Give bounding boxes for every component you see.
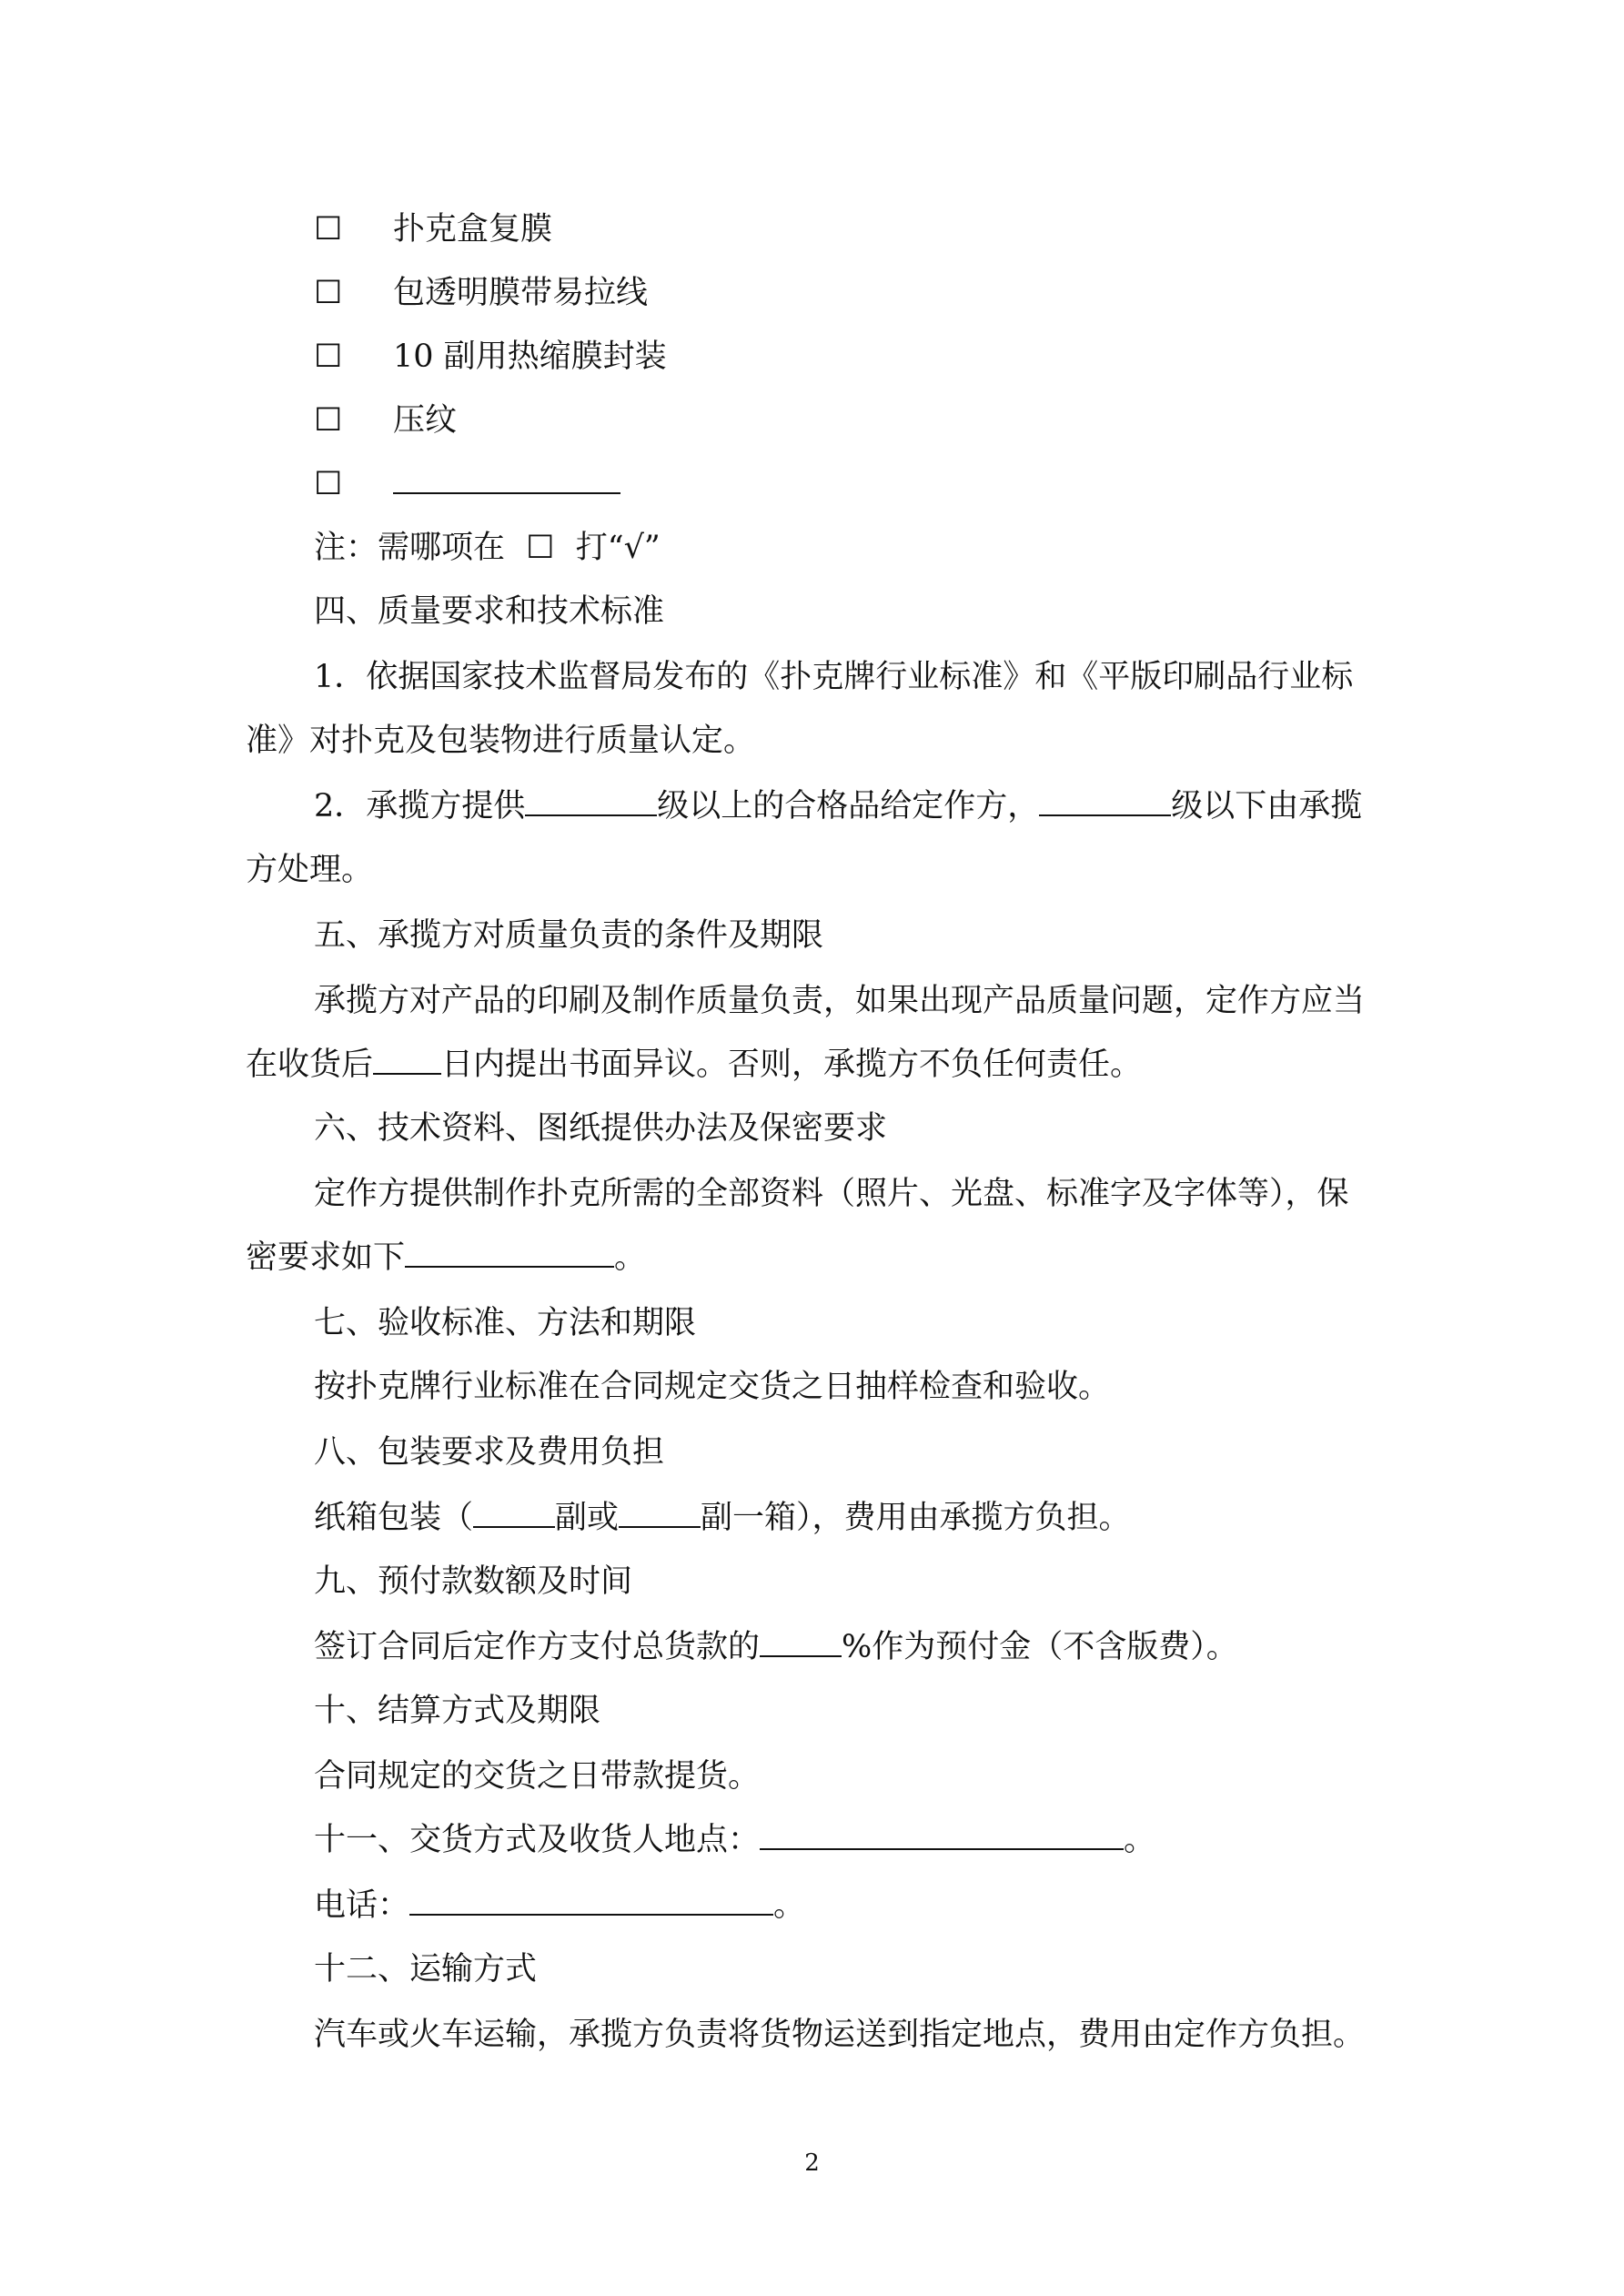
s9-text (314, 1627, 1238, 1667)
note-box: ☐ (526, 530, 555, 566)
option-label-3: 10 副用热缩膜封装 (393, 339, 667, 375)
section-8-heading: 八、包装要求及费用负担 (314, 1434, 665, 1471)
s5-line2 (246, 1045, 1142, 1085)
sets-blank-2[interactable] (619, 1499, 701, 1528)
note-prefix: 注：需哪项在 (314, 530, 506, 566)
s8-text (314, 1498, 1131, 1538)
s4-p2-c: 级以下由承揽 (1171, 788, 1363, 824)
note-line (314, 528, 661, 568)
grade-above-blank[interactable] (525, 787, 657, 816)
s10-text: 合同规定的交货之日带款提货。 (314, 1758, 761, 1795)
section-12-heading: 十二、运输方式 (314, 1951, 538, 1988)
s5-line2-a: 在收货后 (246, 1047, 374, 1083)
s9-b: %作为预付金（不含版费）。 (842, 1629, 1238, 1665)
checkbox-5[interactable]: ☐ (314, 466, 343, 502)
s5-line1: 承揽方对产品的印刷及制作质量负责，如果出现产品质量问题，定作方应当 (314, 983, 1366, 1019)
s8-b: 副或 (555, 1500, 620, 1536)
s8-a: 纸箱包装（ (314, 1500, 474, 1536)
option-blank-5[interactable] (393, 464, 620, 504)
checkbox-4[interactable]: ☐ (314, 402, 343, 439)
objection-days-blank[interactable] (373, 1046, 441, 1075)
option-label-1: 扑克盒复膜 (393, 211, 553, 248)
s6-line2 (246, 1238, 646, 1278)
page-number: 2 (804, 2149, 820, 2177)
s11-delivery-line (314, 1820, 1155, 1860)
section-4-heading: 四、质量要求和技术标准 (314, 593, 665, 630)
s11-phone-line (314, 1886, 805, 1926)
s5-line2-b: 日内提出书面异议。否则，承揽方不负任何责任。 (441, 1047, 1143, 1083)
option-label-2: 包透明膜带易拉线 (393, 275, 649, 311)
s4-p2-a: 2．承揽方提供 (314, 788, 526, 824)
checkbox-2[interactable]: ☐ (314, 275, 343, 311)
s9-a: 签订合同后定作方支付总货款的 (314, 1629, 761, 1665)
section-5-heading: 五、承揽方对质量负责的条件及期限 (314, 917, 824, 954)
checkbox-1[interactable]: ☐ (314, 211, 343, 248)
grade-below-blank[interactable] (1039, 787, 1171, 816)
confidentiality-blank[interactable] (405, 1239, 614, 1268)
checkbox-3[interactable]: ☐ (314, 339, 343, 375)
s8-c: 副一箱），费用由承揽方负担。 (701, 1500, 1131, 1536)
section-9-heading: 九、预付款数额及时间 (314, 1563, 633, 1600)
s4-p2-line1 (314, 786, 1362, 826)
section-10-heading: 十、结算方式及期限 (314, 1693, 601, 1729)
s4-p2-b: 级以上的合格品给定作方， (657, 788, 1040, 824)
s12-text: 汽车或火车运输，承揽方负责将货物运送到指定地点，费用由定作方负担。 (314, 2017, 1366, 2053)
prepayment-percent-blank[interactable] (760, 1628, 842, 1657)
option-label-4: 压纹 (393, 402, 458, 439)
note-suffix: 打“√” (575, 530, 661, 566)
sets-blank-1[interactable] (473, 1499, 555, 1528)
section-7-heading: 七、验收标准、方法和期限 (314, 1305, 697, 1341)
s4-p1-line2: 准》对扑克及包装物进行质量认定。 (246, 723, 756, 759)
s7-text: 按扑克牌行业标准在合同规定交货之日抽样检查和验收。 (314, 1369, 1111, 1405)
phone-label: 电话： (314, 1887, 410, 1924)
delivery-address-blank[interactable] (760, 1821, 1124, 1850)
phone-blank[interactable] (409, 1886, 773, 1916)
custom-option-blank[interactable] (393, 465, 620, 494)
s4-p2-line2: 方处理。 (246, 852, 374, 888)
phone-end: 。 (773, 1887, 806, 1924)
s11-label: 十一、交货方式及收货人地点： (314, 1822, 761, 1858)
s6-line2-a: 密要求如下 (246, 1239, 406, 1276)
section-6-heading: 六、技术资料、图纸提供办法及保密要求 (314, 1110, 888, 1147)
s6-line1: 定作方提供制作扑克所需的全部资料（照片、光盘、标准字及字体等），保 (314, 1176, 1349, 1212)
s4-p1-line1: 1．依据国家技术监督局发布的《扑克牌行业标准》和《平版印刷品行业标 (314, 659, 1354, 695)
s6-line2-b: 。 (614, 1239, 647, 1276)
s11-end: 。 (1124, 1822, 1156, 1858)
